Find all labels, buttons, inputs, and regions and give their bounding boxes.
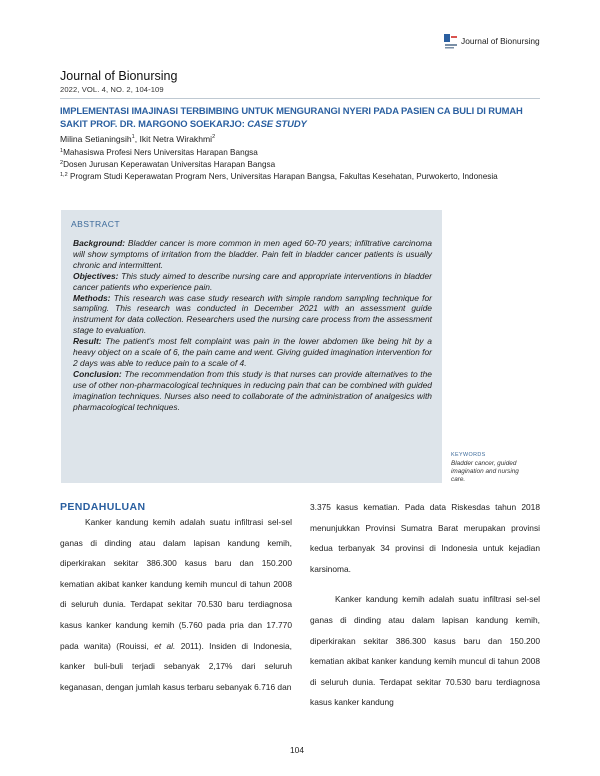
abstract-conclusion: Conclusion: The recommendation from this study is that nurses can provide alternatives to the use of other non-pharmacological techniques in reducing pain that can be combined with guided imagination techniques. Nurses also need to collaborate of the administration of analgesics with pharmacological techniques. [73,368,432,412]
body-right-column [310,497,540,713]
abstract-result: Result: The patient's most felt complaint was pain in the lower abdomen like being hit by a heavy object on a scale of 6, the pain came and went. Giving guided imagination intervention for 2 days was able to reduce pain to a scale of 4. [73,336,432,368]
affiliation-2: $^2$Dosen Jurusan Keperawatan Universitas Harapan Bangsa [60,160,276,169]
journal-volume-info: 2022, VOL. 4, NO. 2, 104-109 [60,85,164,94]
body-paragraph: Kanker kandung kemih adalah suatu infiltrasi sel-sel ganas di dinding atau dalam lapisan kandung kemih, diperkirakan sekitar 386.300 kasus baru dan 150.200 kematian akibat kanker kandung kemih muncul di tahun 2008 di seluruh dunia. Terdapat sekitar 70.530 baru terdiagnosa kasus kanker kandung [310,594,540,708]
keywords-heading: KEYWORDS [451,452,486,458]
affiliation-3: $^{1,2}$ Program Studi Keperawatan Program Ners, Universitas Harapan Bangsa, Fakultas Kesehatan, Purwokerto, Indonesia [60,172,498,181]
section-heading: PENDAHULUAN [60,501,146,513]
abstract-methods: Methods: This research was case study research with simple random sampling technique for sampling. This research was conducted in December 2021 with an assessment guide instrument for data collection. Researchers used the nursing care process from the assessment stage to evaluation. [73,292,432,336]
journal-title: Journal of Bionursing [60,69,178,83]
author-name: Milina Setianingsih [60,134,132,144]
journal-logo-icon [443,33,459,50]
page-number: 104 [290,745,304,755]
author-name: Ikit Netra Wirakhmi [139,134,213,144]
header-divider [60,98,540,99]
author-list: Milina Setianingsih$^1$, Ikit Netra Wirakhmi$^2$ [60,134,216,144]
abstract-background: Background: Bladder cancer is more common in men aged 60-70 years; infiltrative carcinoma will show symptoms of irritation from the bladder. Pain felt in bladder cancer patients is usually chronic and intermittent. [73,238,432,270]
body-left-column [60,512,292,697]
body-paragraph: Kanker kandung kemih adalah suatu infiltrasi sel-sel ganas di dinding atau dalam lapisan kandung kemih, diperkirakan sekitar 386.300 kasus baru dan 150.200 kematian akibat kanker kandung kemih muncul di tahun 2008 di seluruh dunia. Terdapat sekitar 70.530 baru terdiagnosa kasus kanker kandung kemih (5.760 pada pria dan 17.770 pada wanita) (Rouissi, et al. 2011). Insiden di Indonesia, kanker buli-buli terjadi sebanyak 2,17% dari seluruh keganasan, dengan jumlah kasus terbaru sebanyak 6.716 dan [60,517,292,692]
abstract-body [73,238,432,413]
abstract-objectives: Objectives: This study aimed to describe nursing care and appropriate interventions in bladder cancer patients who experience pain. [73,270,432,292]
body-paragraph: 3.375 kasus kematian. Pada data Riskesdas tahun 2018 menunjukkan Provinsi Sumatra Barat merupakan provinsi kedua terbanyak 34 provinsi di Indonesia untuk kejadian karsinoma. [310,502,540,574]
keywords-text: Bladder cancer, guided imagination and nursing care. [451,460,519,484]
running-journal-name: Journal of Bionursing [461,36,540,46]
abstract-heading: ABSTRACT [71,219,121,229]
paper-title: IMPLEMENTASI IMAJINASI TERBIMBING UNTUK MENGURANGI NYERI PADA PASIEN CA BULI DI RUMAH SAKIT PROF. DR. MARGONO SOEKARJO: CASE STUDY [60,105,523,129]
affiliation-1: $^1$Mahasiswa Profesi Ners Universitas Harapan Bangsa [60,148,258,157]
